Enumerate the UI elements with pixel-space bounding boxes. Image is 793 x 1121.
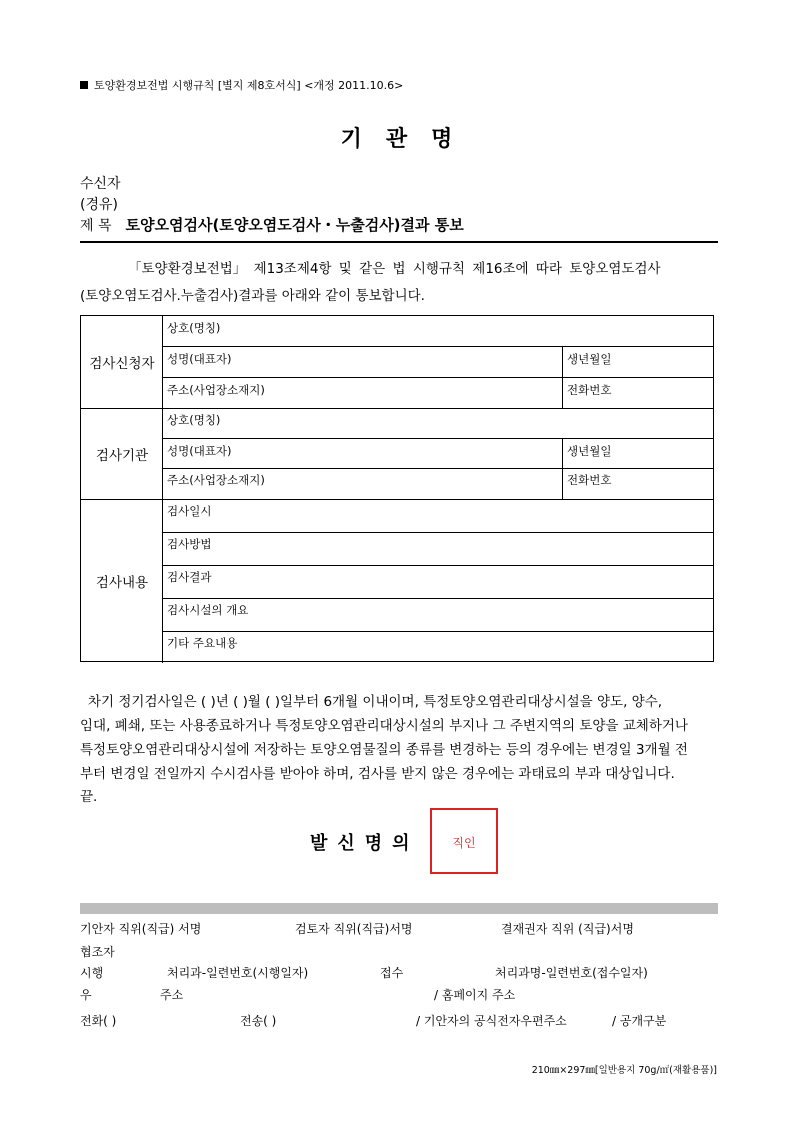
agency-phone-field[interactable]: 전화번호 <box>567 473 612 487</box>
row-line <box>162 565 713 566</box>
notice-line-3: 특정토양오염관리대상시설에 저장하는 토양오염물질의 종류를 변경하는 등의 경우에는 변경일 3개월 전 <box>80 742 688 758</box>
content-section-label: 검사내용 <box>95 575 149 591</box>
paper-size-note: 210㎜×297㎜[일반용지 70g/㎡(재활용품)] <box>531 1065 717 1076</box>
drafter-field: 기안자 직위(직급) 서명 <box>80 922 202 936</box>
sender-name-label: 발신명의 <box>310 833 420 854</box>
inspection-result-field[interactable]: 검사결과 <box>167 570 212 584</box>
agency-company-field[interactable]: 상호(명칭) <box>167 413 221 427</box>
subject-divider <box>80 241 718 243</box>
inspection-method-field[interactable]: 검사방법 <box>167 537 212 551</box>
body-text-line-1: 「토양환경보전법」 제13조제4항 및 같은 법 시행규칙 제16조에 따라 토양오염도검사 <box>128 261 661 277</box>
body-text-line-2: (토양오염도검사.누출검사)결과를 아래와 같이 통보합니다. <box>80 288 425 304</box>
notice-line-4: 부터 변경일 전일까지 수시검사를 받아야 하며, 검사를 받지 않은 경우에는 과태료의 부과 대상입니다. <box>80 766 675 782</box>
approver-field: 결재권자 직위 (직급)서명 <box>501 922 634 936</box>
black-square-icon <box>80 81 88 89</box>
homepage-label: / 홈페이지 주소 <box>434 988 516 1002</box>
row-line <box>162 346 713 347</box>
agency-name-title: 기관명 <box>340 127 477 152</box>
postal-code-label: 우 <box>80 988 92 1002</box>
phone-label: 전화( ) <box>80 1014 117 1028</box>
enforcement-label: 시행 <box>80 966 104 980</box>
applicant-name-field[interactable]: 성명(대표자) <box>167 352 232 366</box>
form-reference-text: 토양환경보전법 시행규칙 [별지 제8호서식] <개정 2011.10.6> <box>94 79 404 92</box>
row-line <box>162 631 713 632</box>
subject-text: 토양오염검사(토양오염도검사・누출검사)결과 통보 <box>125 216 464 234</box>
agency-name-field[interactable]: 성명(대표자) <box>167 444 232 458</box>
row-line <box>162 377 713 378</box>
reviewer-field: 검토자 직위(직급)서명 <box>295 922 413 936</box>
applicant-company-field[interactable]: 상호(명칭) <box>167 321 221 335</box>
via-label: (경유) <box>80 197 118 213</box>
official-seal-text: 직인 <box>452 836 476 850</box>
agency-section-label: 검사기관 <box>95 447 149 464</box>
notice-line-2: 임대, 폐쇄, 또는 사용종료하거나 특정토양오염관리대상시설의 부지나 그 주변지역의 토양을 교체하거나 <box>80 718 688 734</box>
cooperator-field: 협조자 <box>80 945 115 959</box>
subject-label: 제 목 <box>80 218 112 234</box>
row-line <box>162 438 713 439</box>
recipient-label: 수신자 <box>80 176 121 192</box>
section-separator <box>81 408 713 409</box>
subject-line <box>80 214 464 235</box>
email-label: / 기안자의 공식전자우편주소 <box>416 1014 567 1028</box>
notice-end: 끝. <box>80 789 98 805</box>
inspection-form-table <box>80 315 714 662</box>
fax-label: 전송( ) <box>240 1014 277 1028</box>
applicant-birth-field[interactable]: 생년월일 <box>567 352 612 366</box>
reception-label: 접수 <box>380 966 404 980</box>
row-line <box>162 468 713 469</box>
form-reference-note <box>80 77 403 93</box>
processing-name-field: 처리과명-일련번호(접수일자) <box>495 966 648 980</box>
other-details-field[interactable]: 기타 주요내용 <box>167 636 238 650</box>
section-separator <box>81 499 713 500</box>
label-column-divider <box>162 316 163 663</box>
row-line <box>162 598 713 599</box>
notice-line-1: 차기 정기검사일은 ( )년 ( )월 ( )일부터 6개월 이내이며, 특정토양오염관리대상시설을 양도, 양수, <box>88 694 663 710</box>
agency-address-field[interactable]: 주소(사업장소재지) <box>167 473 265 487</box>
facility-overview-field[interactable]: 검사시설의 개요 <box>167 603 249 617</box>
applicant-address-field[interactable]: 주소(사업장소재지) <box>167 383 265 397</box>
applicant-phone-field[interactable]: 전화번호 <box>567 383 612 397</box>
processing-dept-field: 처리과-일련번호(시행일자) <box>167 966 309 980</box>
row-line <box>162 532 713 533</box>
disclosure-label: / 공개구분 <box>612 1014 667 1028</box>
footer-gray-bar <box>80 903 718 914</box>
agency-birth-field[interactable]: 생년월일 <box>567 444 612 458</box>
address-label: 주소 <box>160 988 184 1002</box>
inspection-date-field[interactable]: 검사일시 <box>167 504 212 518</box>
applicant-section-label: 검사신청자 <box>89 356 155 372</box>
